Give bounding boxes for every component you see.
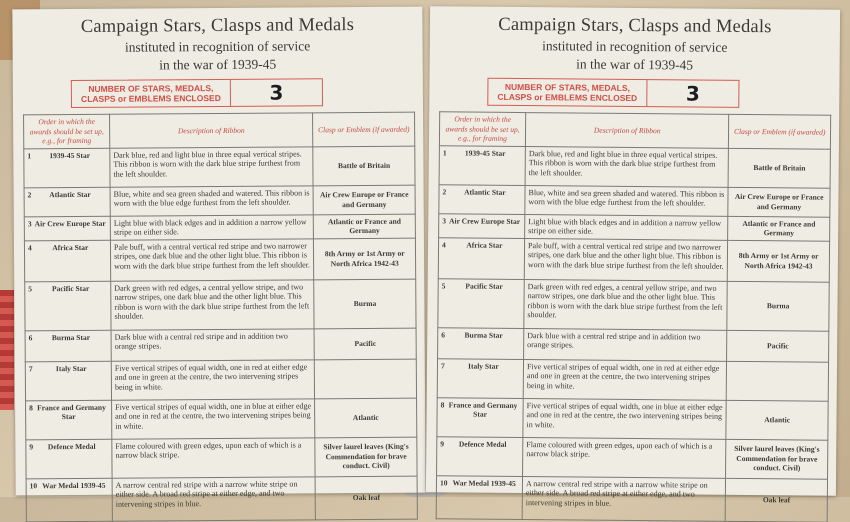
table-row — [439, 184, 830, 216]
award-order-number: 2 — [27, 189, 32, 199]
award-cell — [25, 281, 111, 331]
clasp-or-emblem: Atlantic — [315, 398, 417, 438]
award-cell — [26, 439, 112, 479]
award-name: Pacific Star — [51, 283, 90, 293]
award-name: Burma Star — [464, 330, 503, 340]
count-label: NUMBER OF STARS, MEDALS, CLASPS or EMBLEMS ENCLOSED — [488, 79, 647, 106]
award-cell — [438, 237, 524, 279]
ribbon-description: Dark blue, red and light blue in three equal vertical stripes. This ribbon is worn with the dark blue stripe furthest from the left shoulder. — [110, 146, 314, 186]
award-name: Africa Star — [466, 240, 503, 250]
table-row — [439, 213, 830, 240]
award-cell — [25, 361, 111, 401]
award-cell — [24, 216, 110, 241]
award-cell — [438, 278, 524, 328]
clasp-or-emblem: Oak leaf — [725, 478, 827, 522]
count-value: 3 — [685, 81, 700, 106]
award-order-number: 10 — [439, 477, 448, 487]
ribbon-description: Dark blue, red and light blue in three equal vertical stripes. This ribbon is worn with the dark blue stripe furthest from the left shoulder. — [525, 146, 729, 187]
award-cell — [439, 213, 525, 238]
ribbon-description: Five vertical stripes of equal width, one in blue at either edge and one in red at the centre, the two intervening stripes being in white. — [523, 398, 727, 439]
award-cell — [439, 184, 525, 214]
clasp-or-emblem: Battle of Britain — [313, 146, 415, 186]
award-name: Pacific Star — [465, 281, 503, 291]
award-name: Air Crew Europe Star — [34, 218, 106, 228]
award-order-number: 9 — [29, 441, 34, 451]
clasp-or-emblem: Silver laurel leaves (King's Commendation for brave conduct. Civil) — [726, 439, 828, 479]
table-row — [25, 359, 416, 401]
clasp-or-emblem: Atlantic or France and Germany — [314, 214, 416, 239]
background-ribbon — [0, 290, 14, 410]
award-name: Atlantic Star — [49, 189, 91, 199]
award-order-number: 1 — [442, 147, 447, 157]
medal-card-right — [426, 6, 840, 508]
card-subtitle-1: instituted in recognition of service — [542, 38, 728, 55]
award-cell — [24, 148, 110, 188]
medals-table — [436, 111, 832, 522]
table-row — [24, 238, 415, 282]
award-order-number: 6 — [441, 329, 446, 339]
award-name: Italy Star — [468, 361, 499, 371]
award-name: Italy Star — [55, 363, 87, 373]
award-order-number: 7 — [28, 363, 33, 373]
award-order-number: 5 — [441, 280, 446, 290]
award-cell — [436, 475, 522, 519]
award-name: 1939-45 Star — [464, 148, 506, 158]
award-order-number: 4 — [27, 242, 32, 252]
award-name: War Medal 1939-45 — [452, 477, 516, 488]
award-cell — [26, 478, 112, 522]
table-row — [24, 146, 415, 188]
ribbon-description: A narrow central red stripe with a narrow white stripe on either side. A broad red stripe at either edge, and two intervening stripes in blue. — [522, 476, 726, 521]
award-cell — [24, 187, 110, 217]
table-row — [438, 237, 829, 281]
medal-card-left — [12, 7, 425, 509]
ribbon-description: Dark blue with a central red stripe and in addition two orange stripes. — [111, 328, 315, 360]
ribbon-description: Light blue with black edges and in addition a narrow yellow stripe on either side. — [525, 214, 729, 240]
clasp-or-emblem — [315, 359, 417, 399]
ribbon-description: Dark blue with a central red stripe and in addition two orange stripes. — [524, 328, 728, 361]
award-order-number: 6 — [28, 332, 33, 342]
award-cell — [439, 145, 525, 185]
award-cell — [437, 436, 523, 476]
clasp-or-emblem: 8th Army or 1st Army or North Africa 1942-43 — [314, 238, 416, 280]
card-subtitle-2: in the war of 1939-45 — [159, 56, 277, 73]
award-cell — [438, 327, 524, 359]
table-row — [438, 278, 829, 330]
medals-table — [23, 112, 418, 522]
award-cell — [24, 240, 110, 282]
award-name: Defence Medal — [458, 438, 507, 449]
card-title: Campaign Stars, Clasps and Medals — [80, 15, 355, 37]
table-row — [437, 397, 828, 439]
card-title: Campaign Stars, Clasps and Medals — [498, 14, 772, 38]
award-name: Air Crew Europe Star — [449, 215, 521, 226]
ribbon-description: Flame coloured with green edges, upon each of which is a narrow black stripe. — [523, 437, 727, 478]
clasp-or-emblem: Atlantic or France and Germany — [728, 216, 830, 241]
card-subtitle-1: instituted in recognition of service — [124, 38, 311, 55]
ribbon-description: Dark green with red edges, a central yellow stripe, and two narrow stripes, one dark blue and the other light blue. This ribbon is worn with the dark blue stripe furthest from the left shoulder. — [524, 279, 728, 330]
table-row — [26, 476, 417, 522]
ribbon-description: Pale buff, with a central vertical red stripe and two narrower stripes, one dark blue and the other light blue. This ribbon is worn with the dark blue stripe furthest from the left shoulder. — [110, 238, 314, 280]
table-row — [24, 185, 415, 217]
table-row — [439, 145, 830, 187]
award-cell — [437, 397, 523, 437]
ribbon-description: Five vertical stripes of equal width, one in red at either edge and one in green at the centre, the two intervening stripes being in white. — [523, 359, 727, 400]
award-order-number: 5 — [28, 283, 33, 293]
ribbon-description: Five vertical stripes of equal width, one in red at either edge and one in green at the centre, the two intervening stripes being in white. — [111, 359, 315, 399]
award-order-number: 2 — [442, 186, 447, 196]
award-order-number: 10 — [29, 480, 38, 490]
table-row — [437, 436, 828, 478]
table-row — [26, 437, 417, 479]
award-name: Defence Medal — [47, 441, 96, 451]
ribbon-description: Flame coloured with green edges, upon each of which is a narrow black stripe. — [112, 437, 316, 477]
award-name: 1939-45 Star — [49, 150, 91, 160]
header-description: Description of Ribbon — [525, 113, 729, 148]
clasp-or-emblem: Burma — [727, 281, 829, 331]
award-order-number: 3 — [27, 218, 32, 228]
award-order-number: 3 — [442, 215, 447, 225]
count-value: 3 — [269, 80, 284, 105]
award-order-number: 8 — [29, 402, 33, 412]
header-description: Description of Ribbon — [110, 113, 314, 148]
award-name: Burma Star — [51, 332, 91, 342]
award-cell — [25, 330, 111, 362]
award-name: Africa Star — [52, 242, 89, 252]
award-name: Atlantic Star — [464, 187, 506, 197]
table-row — [24, 214, 415, 241]
clasp-or-emblem: Battle of Britain — [728, 148, 830, 188]
clasp-or-emblem: Air Crew Europe or France and Germany — [313, 185, 415, 215]
clasp-or-emblem: Pacific — [314, 328, 416, 360]
clasp-or-emblem: Silver laurel leaves (King's Commendation for brave conduct. Civil) — [315, 437, 417, 477]
card-subtitle-2: in the war of 1939-45 — [576, 56, 694, 73]
clasp-or-emblem — [727, 361, 829, 401]
table-row — [25, 328, 416, 362]
award-name: France and Germany Star — [448, 399, 518, 419]
table-row — [25, 279, 416, 331]
table-row — [437, 358, 828, 400]
ribbon-description: A narrow central red stripe with a narrow white stripe on either side. A broad red stripe at either edge, and two intervening stripes in blue. — [112, 476, 316, 520]
count-box — [71, 78, 323, 108]
ribbon-description: Five vertical stripes of equal width, one in blue at either edge and one in red at the centre, the two intervening stripes being in white. — [112, 398, 316, 438]
award-name: France and Germany Star — [37, 402, 106, 422]
clasp-or-emblem: 8th Army or 1st Army or North Africa 1942-43 — [728, 240, 830, 282]
ribbon-description: Pale buff, with a central vertical red stripe and two narrower stripes, one dark blue and the other light blue. This ribbon is worn with the dark blue stripe furthest from the left shoulder. — [524, 238, 728, 281]
ribbon-description: Blue, white and sea green shaded and watered. This ribbon is worn with the blue edge furthest from the left shoulder. — [525, 185, 729, 216]
ribbon-description: Light blue with black edges and in addition a narrow yellow stripe on either side. — [110, 214, 313, 239]
ribbon-description: Dark green with red edges, a central yellow stripe, and two narrow stripes, one dark blue and the other light blue. This ribbon is worn with the dark blue stripe furthest from the left shoulder. — [111, 279, 315, 329]
award-name: War Medal 1939-45 — [42, 480, 106, 490]
header-clasp: Clasp or Emblem (if awarded) — [313, 112, 415, 146]
award-order-number: 8 — [440, 399, 445, 409]
ribbon-description: Blue, white and sea green shaded and watered. This ribbon is worn with the blue edge furthest from the left shoulder. — [110, 185, 314, 215]
table-row — [26, 398, 417, 440]
table-row — [436, 475, 827, 521]
clasp-or-emblem: Atlantic — [726, 400, 828, 440]
clasp-or-emblem: Burma — [314, 279, 416, 329]
clasp-or-emblem: Air Crew Europe or France and Germany — [728, 187, 830, 217]
award-order-number: 1 — [27, 150, 32, 160]
award-order-number: 9 — [440, 438, 445, 448]
clasp-or-emblem: Oak leaf — [315, 476, 417, 520]
table-row — [438, 327, 829, 361]
award-order-number: 7 — [440, 360, 445, 370]
award-order-number: 4 — [442, 239, 446, 249]
header-order: Order in which the awards should be set up, e.g., for framing — [439, 112, 525, 146]
count-box — [487, 78, 739, 108]
count-label: NUMBER OF STARS, MEDALS, CLASPS or EMBLEMS ENCLOSED — [72, 80, 231, 107]
clasp-or-emblem: Pacific — [727, 330, 829, 362]
award-cell — [437, 358, 523, 398]
header-clasp: Clasp or Emblem (if awarded) — [729, 114, 831, 148]
award-cell — [26, 400, 112, 440]
header-order: Order in which the awards should be set up, e.g., for framing — [24, 114, 110, 148]
